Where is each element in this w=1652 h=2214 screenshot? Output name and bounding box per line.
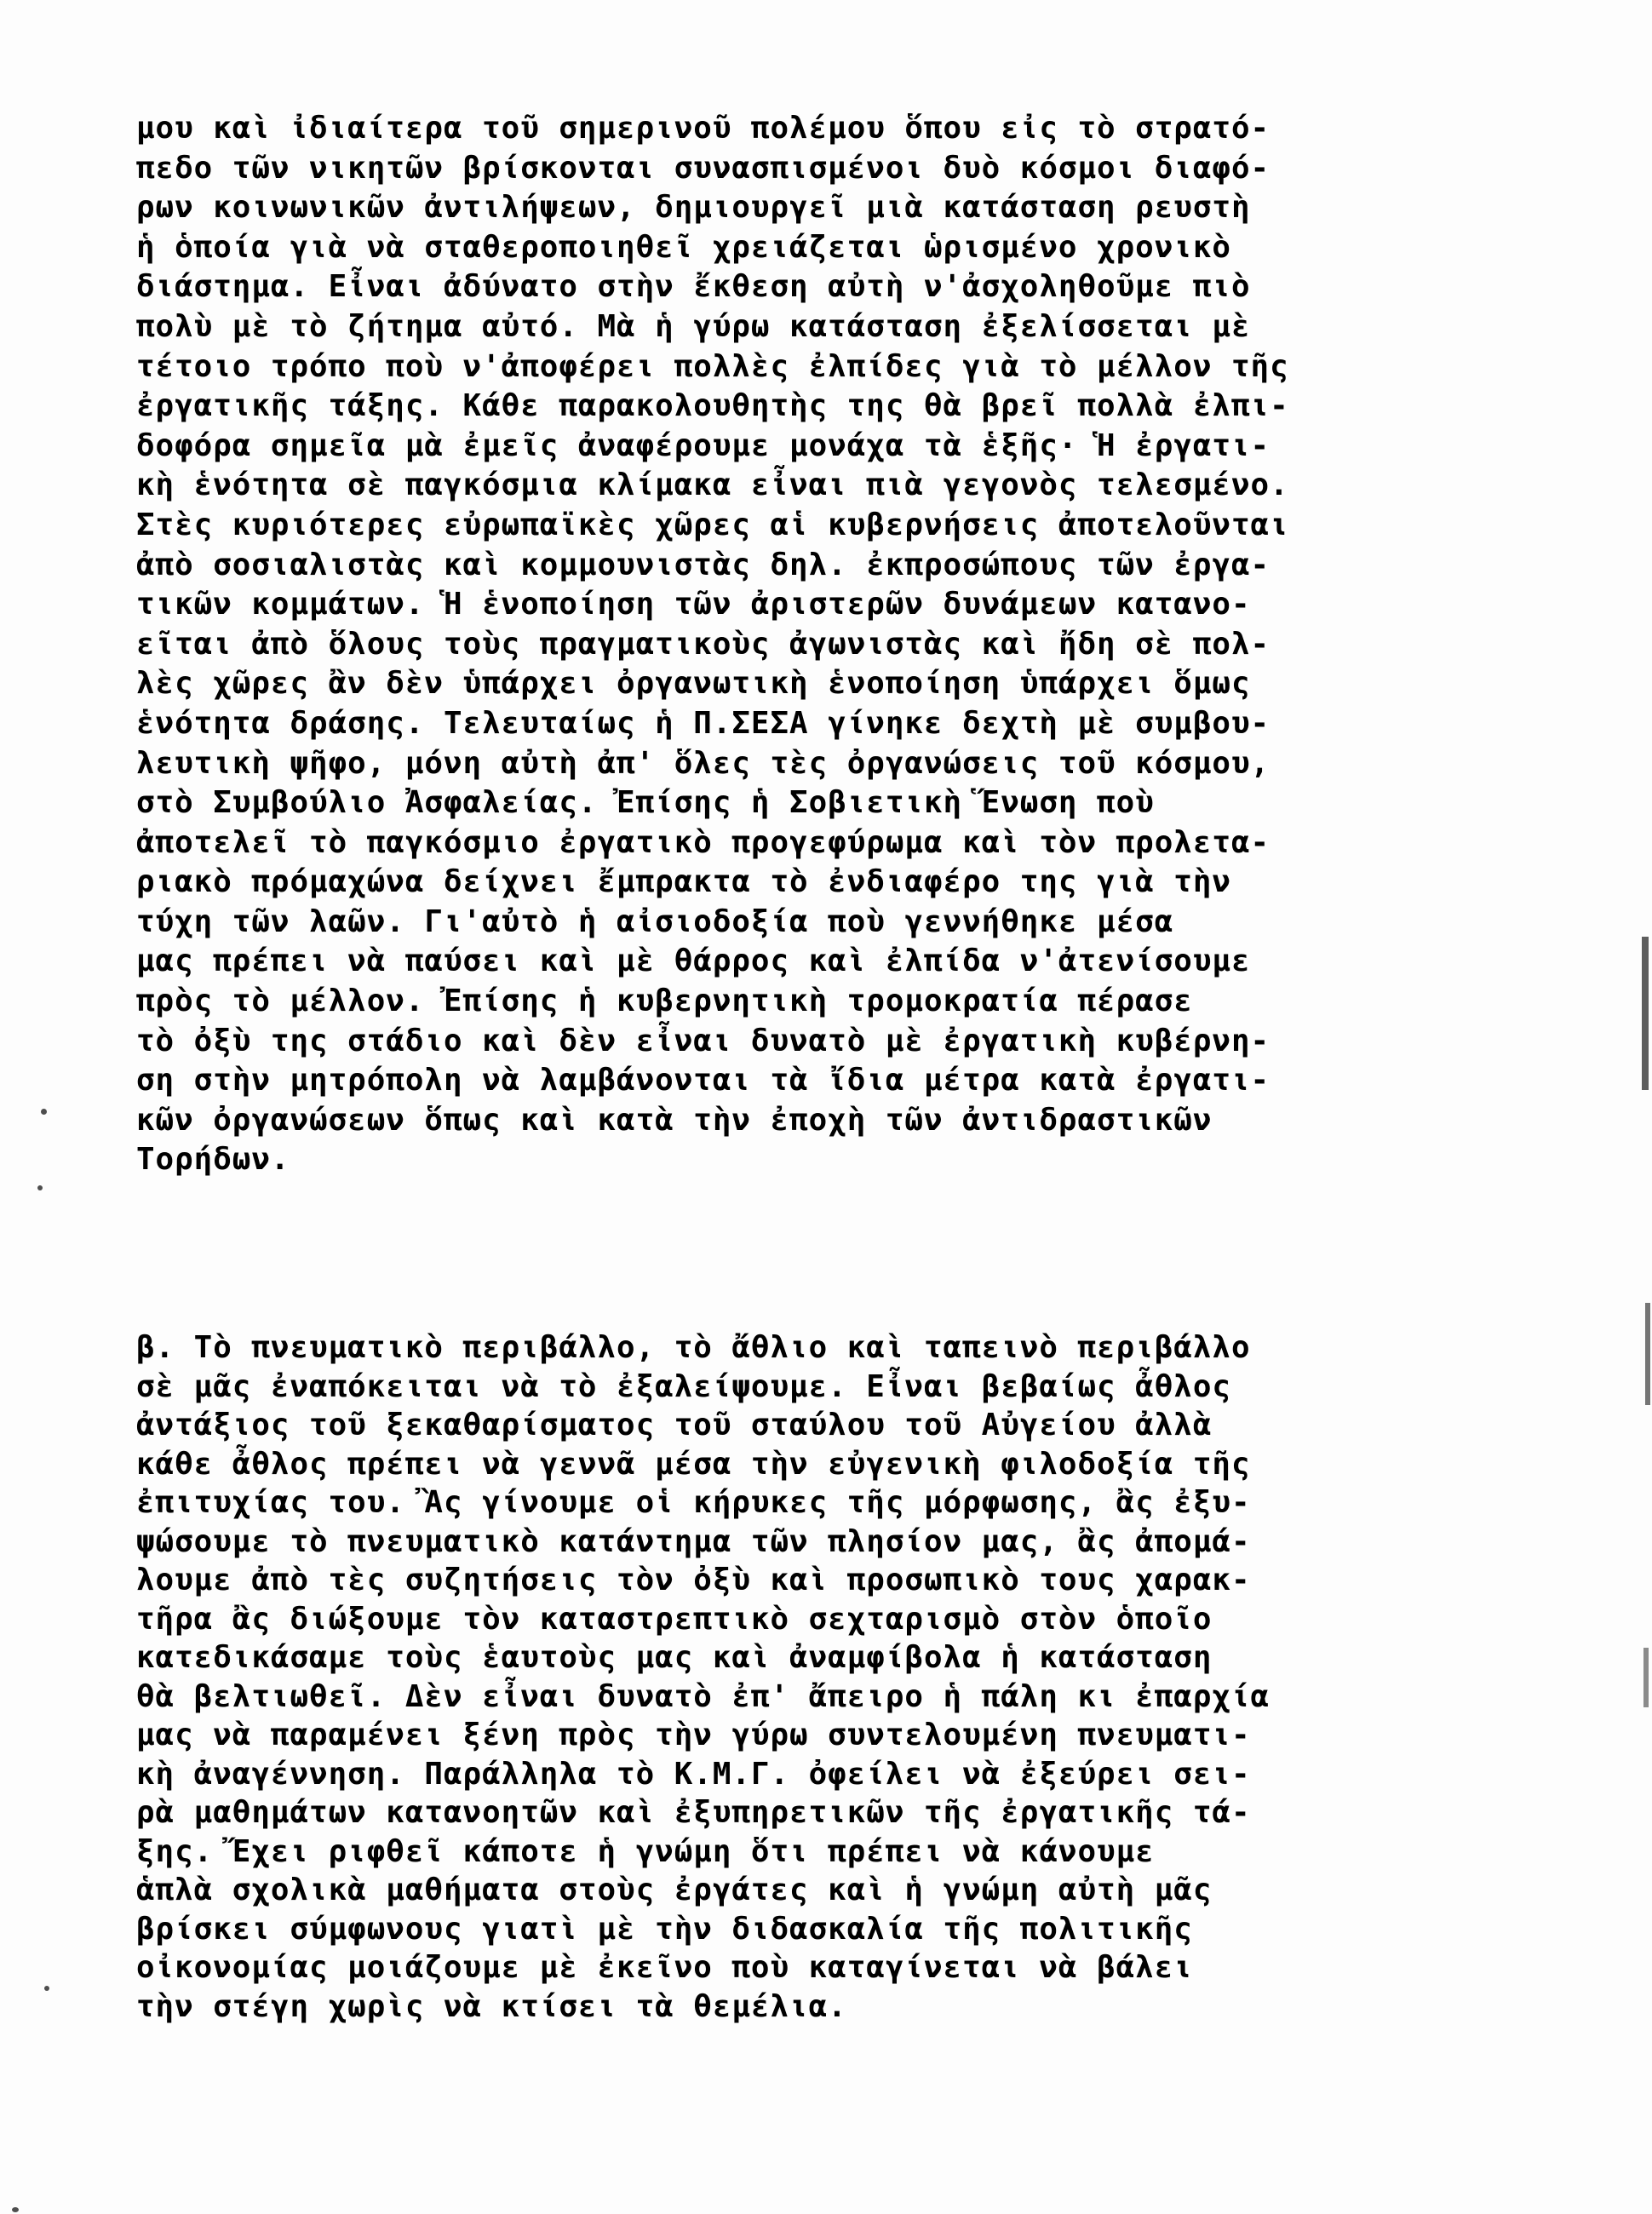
text-line: πεδο τῶν νικητῶν βρίσκονται συνασπισμένοι δυὸ κόσμοι διαφό- xyxy=(136,150,1271,186)
text-line: εῖται ἀπὸ ὅλους τοὺς πραγματικοὺς ἀγωνιστὰς καὶ ἤδη σὲ πολ- xyxy=(136,626,1271,662)
text-line: μας πρέπει νὰ παύσει καὶ μὲ θάρρος καὶ ἐλπίδα ν'ἀτενίσουμε xyxy=(136,944,1251,979)
text-line: ἁπλὰ σχολικὰ μαθήματα στοὺς ἐργάτες καὶ ἡ γνώμη αὐτὴ μᾶς xyxy=(136,1873,1213,1907)
scan-speck xyxy=(41,1109,47,1115)
text-line: κῶν ὀργανώσεων ὅπως καὶ κατὰ τὴν ἐποχὴ τῶν ἀντιδραστικῶν xyxy=(136,1102,1213,1138)
text-line: λουμε ἀπὸ τὲς συζητήσεις τὸν ὀξὺ καὶ προσωπικὸ τους χαρακ- xyxy=(136,1563,1251,1597)
text-line: ἀπὸ σοσιαλιστὰς καὶ κομμουνιστὰς δηλ. ἐκπροσώπους τῶν ἐργα- xyxy=(136,547,1271,582)
text-line: ρων κοινωνικῶν ἀντιλήψεων, δημιουργεῖ μιὰ κατάσταση ρευστὴ xyxy=(136,190,1251,226)
text-line: πρὸς τὸ μέλλον. Ἐπίσης ἡ κυβερνητικὴ τρομοκρατία πέρασε xyxy=(136,984,1193,1019)
text-line: ἡ ὁποία γιὰ νὰ σταθεροποιηθεῖ χρειάζεται ὡρισμένο χρονικὸ xyxy=(136,229,1231,265)
text-line: τύχη τῶν λαῶν. Γι'αὐτὸ ἡ αἰσιοδοξία ποὺ γεννήθηκε μέσα xyxy=(136,903,1174,939)
text-line: λευτικὴ ψῆφο, μόνη αὐτὴ ἀπ' ὅλες τὲς ὀργανώσεις τοῦ κόσμου, xyxy=(136,745,1271,781)
scan-speck xyxy=(44,1986,49,1991)
text-line: δοφόρα σημεῖα μὰ ἐμεῖς ἀναφέρουμε μονάχα τὰ ἑξῆς· Ἡ ἐργατι- xyxy=(136,427,1271,463)
text-line: ἀντάξιος τοῦ ξεκαθαρίσματος τοῦ σταύλου τοῦ Αὐγείου ἀλλὰ xyxy=(136,1408,1213,1443)
text-line: τικῶν κομμάτων. Ἡ ἑνοποίηση τῶν ἀριστερῶν δυνάμεων κατανο- xyxy=(136,587,1251,622)
paragraph-2 xyxy=(136,1328,1635,2026)
text-line: τὴν στέγη χωρὶς νὰ κτίσει τὰ θεμέλια. xyxy=(136,1988,847,2024)
text-line: ἑνότητα δράσης. Τελευταίως ἡ Π.ΣΕΣΑ γίνηκε δεχτὴ μὲ συμβου- xyxy=(136,705,1271,741)
text-line: ἐπιτυχίας του. Ἂς γίνουμε οἱ κήρυκες τῆς μόρφωσης, ἂς ἐξυ- xyxy=(136,1485,1251,1520)
text-line: ἀποτελεῖ τὸ παγκόσμιο ἐργατικὸ προγεφύρωμα καὶ τὸν προλετα- xyxy=(136,824,1271,860)
scan-edge-mark xyxy=(1645,1303,1650,1405)
scan-speck xyxy=(37,1185,43,1190)
text-line: κάθε ἆθλος πρέπει νὰ γεννᾶ μέσα τὴν εὐγενικὴ φιλοδοξία τῆς xyxy=(136,1446,1251,1482)
scan-speck xyxy=(12,2207,19,2212)
text-line: κὴ ἀναγέννηση. Παράλληλα τὸ Κ.Μ.Γ. ὀφείλει νὰ ἐξεύρει σει- xyxy=(136,1756,1251,1792)
text-line: β. Τὸ πνευματικὸ περιβάλλο, τὸ ἄθλιο καὶ ταπεινὸ περιβάλλο xyxy=(136,1330,1251,1365)
text-line: πολὺ μὲ τὸ ζήτημα αὐτό. Μὰ ἡ γύρω κατάσταση ἐξελίσσεται μὲ xyxy=(136,308,1251,344)
scan-edge-mark xyxy=(1642,937,1649,1090)
scan-edge-mark xyxy=(1643,1648,1649,1707)
text-line: τέτοιο τρόπο ποὺ ν'ἀποφέρει πολλὲς ἐλπίδες γιὰ τὸ μέλλον τῆς xyxy=(136,348,1289,384)
text-line: ξης. Ἔχει ριφθεῖ κάποτε ἡ γνώμη ὅτι πρέπει νὰ κάνουμε xyxy=(136,1833,1155,1869)
text-line: μου καὶ ἰδιαίτερα τοῦ σημερινοῦ πολέμου ὅπου εἰς τὸ στρατό- xyxy=(136,111,1271,146)
text-line: βρίσκει σύμφωνους γιατὶ μὲ τὴν διδασκαλία τῆς πολιτικῆς xyxy=(136,1911,1193,1947)
text-line: διάστημα. Εἶναι ἀδύνατο στὴν ἔκθεση αὐτὴ ν'ἀσχοληθοῦμε πιὸ xyxy=(136,269,1251,305)
text-line: κατεδικάσαμε τοὺς ἑαυτοὺς μας καὶ ἀναμφίβολα ἡ κατάσταση xyxy=(136,1640,1213,1675)
text-line: Στὲς κυριότερες εὐρωπαϊκὲς χῶρες αἱ κυβερνήσεις ἀποτελοῦνται xyxy=(136,507,1289,542)
text-line: τὸ ὀξὺ της στάδιο καὶ δὲν εἶναι δυνατὸ μὲ ἐργατικὴ κυβέρνη- xyxy=(136,1023,1271,1058)
text-line: ψώσουμε τὸ πνευματικὸ κατάντημα τῶν πλησίον μας, ἂς ἀπομά- xyxy=(136,1523,1251,1559)
text-line: οἰκονομίας μοιάζουμε μὲ ἐκεῖνο ποὺ καταγίνεται νὰ βάλει xyxy=(136,1950,1193,1985)
text-line: σὲ μᾶς ἐναπόκειται νὰ τὸ ἐξαλείψουμε. Εἶναι βεβαίως ἆθλος xyxy=(136,1368,1231,1404)
text-line: στὸ Συμβούλιο Ἀσφαλείας. Ἐπίσης ἡ Σοβιετικὴ Ἕνωση ποὺ xyxy=(136,785,1155,821)
text-line: ρὰ μαθημάτων κατανοητῶν καὶ ἐξυπηρετικῶν τῆς ἐργατικῆς τά- xyxy=(136,1795,1251,1830)
text-line: ση στὴν μητρόπολη νὰ λαμβάνονται τὰ ἴδια μέτρα κατὰ ἐργατι- xyxy=(136,1063,1271,1098)
paragraph-1 xyxy=(136,109,1635,1180)
text-line: ριακὸ πρόμαχώνα δείχνει ἔμπρακτα τὸ ἐνδιαφέρο της γιὰ τὴν xyxy=(136,864,1231,900)
text-line: Τορήδων. xyxy=(136,1142,290,1178)
text-line: μας νὰ παραμένει ξένη πρὸς τὴν γύρω συντελουμένη πνευματι- xyxy=(136,1718,1251,1752)
text-line: ἐργατικῆς τάξης. Κάθε παρακολουθητὴς της θὰ βρεῖ πολλὰ ἐλπι- xyxy=(136,388,1289,424)
text-line: θὰ βελτιωθεῖ. Δὲν εἶναι δυνατὸ ἐπ' ἄπειρο ἡ πάλη κι ἐπαρχία xyxy=(136,1678,1271,1714)
text-line: κὴ ἑνότητα σὲ παγκόσμια κλίμακα εἶναι πιὰ γεγονὸς τελεσμένο. xyxy=(136,467,1289,503)
text-line: τῆρα ἂς διώξουμε τὸν καταστρεπτικὸ σεχταρισμὸ στὸν ὁποῖο xyxy=(136,1601,1213,1637)
text-line: λὲς χῶρες ἂν δὲν ὑπάρχει ὀργανωτικὴ ἑνοποίηση ὑπάρχει ὅμως xyxy=(136,666,1251,702)
